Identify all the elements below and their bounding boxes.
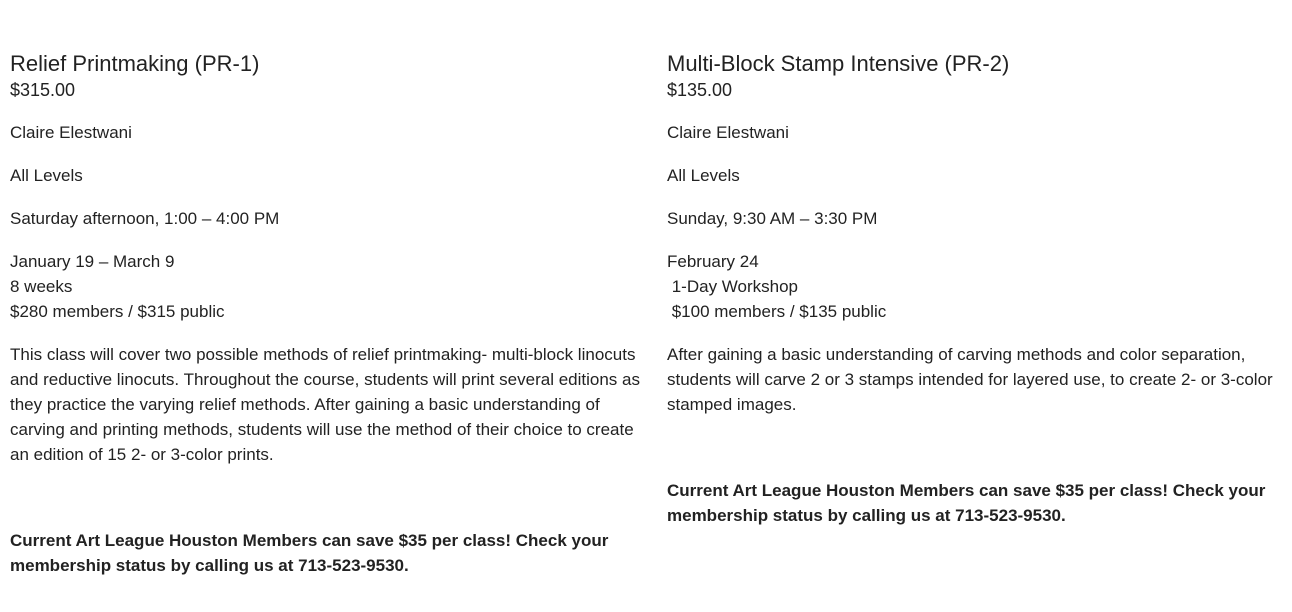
course-instructor: Claire Elestwani: [667, 123, 789, 142]
course-date-info: [10, 249, 640, 324]
course-schedule: Saturday afternoon, 1:00 – 4:00 PM: [10, 209, 280, 228]
membership-promo: Current Art League Houston Members can save $35 per class! Check your membership status by calling us at 713-523-9530.: [667, 481, 1266, 525]
course-date-info: [667, 249, 1282, 324]
course-dates: January 19 – March 9: [10, 252, 175, 271]
course-pricing: $280 members / $315 public: [10, 302, 225, 321]
course-card-pr2: [667, 50, 1282, 528]
course-dates: February 24: [667, 252, 759, 271]
course-description: After gaining a basic understanding of carving methods and color separation, students will carve 2 or 3 stamps intended for layered use, to create 2- or 3-color stamped images.: [667, 345, 1273, 414]
membership-promo: Current Art League Houston Members can save $35 per class! Check your membership status by calling us at 713-523-9530.: [10, 531, 609, 575]
course-title[interactable]: Multi-Block Stamp Intensive (PR-2): [667, 51, 1010, 76]
course-duration: 8 weeks: [10, 277, 73, 296]
course-card-pr1: [10, 50, 640, 578]
course-description: This class will cover two possible methods of relief printmaking- multi-block linocuts and reductive linocuts. Throughout the course, students will print several editions as they practice the varying relief methods. After gaining a basic understanding of carving and printing methods, students will use the method of their choice to create an edition of 15 2- or 3-color prints.: [10, 345, 640, 464]
course-price: $315.00: [10, 80, 76, 100]
course-level: All Levels: [667, 166, 740, 185]
course-pricing: $100 members / $135 public: [667, 302, 887, 321]
course-price: $135.00: [667, 80, 733, 100]
course-duration: 1-Day Workshop: [667, 277, 799, 296]
course-level: All Levels: [10, 166, 83, 185]
course-instructor: Claire Elestwani: [10, 123, 132, 142]
course-schedule: Sunday, 9:30 AM – 3:30 PM: [667, 209, 878, 228]
course-title[interactable]: Relief Printmaking (PR-1): [10, 51, 260, 76]
